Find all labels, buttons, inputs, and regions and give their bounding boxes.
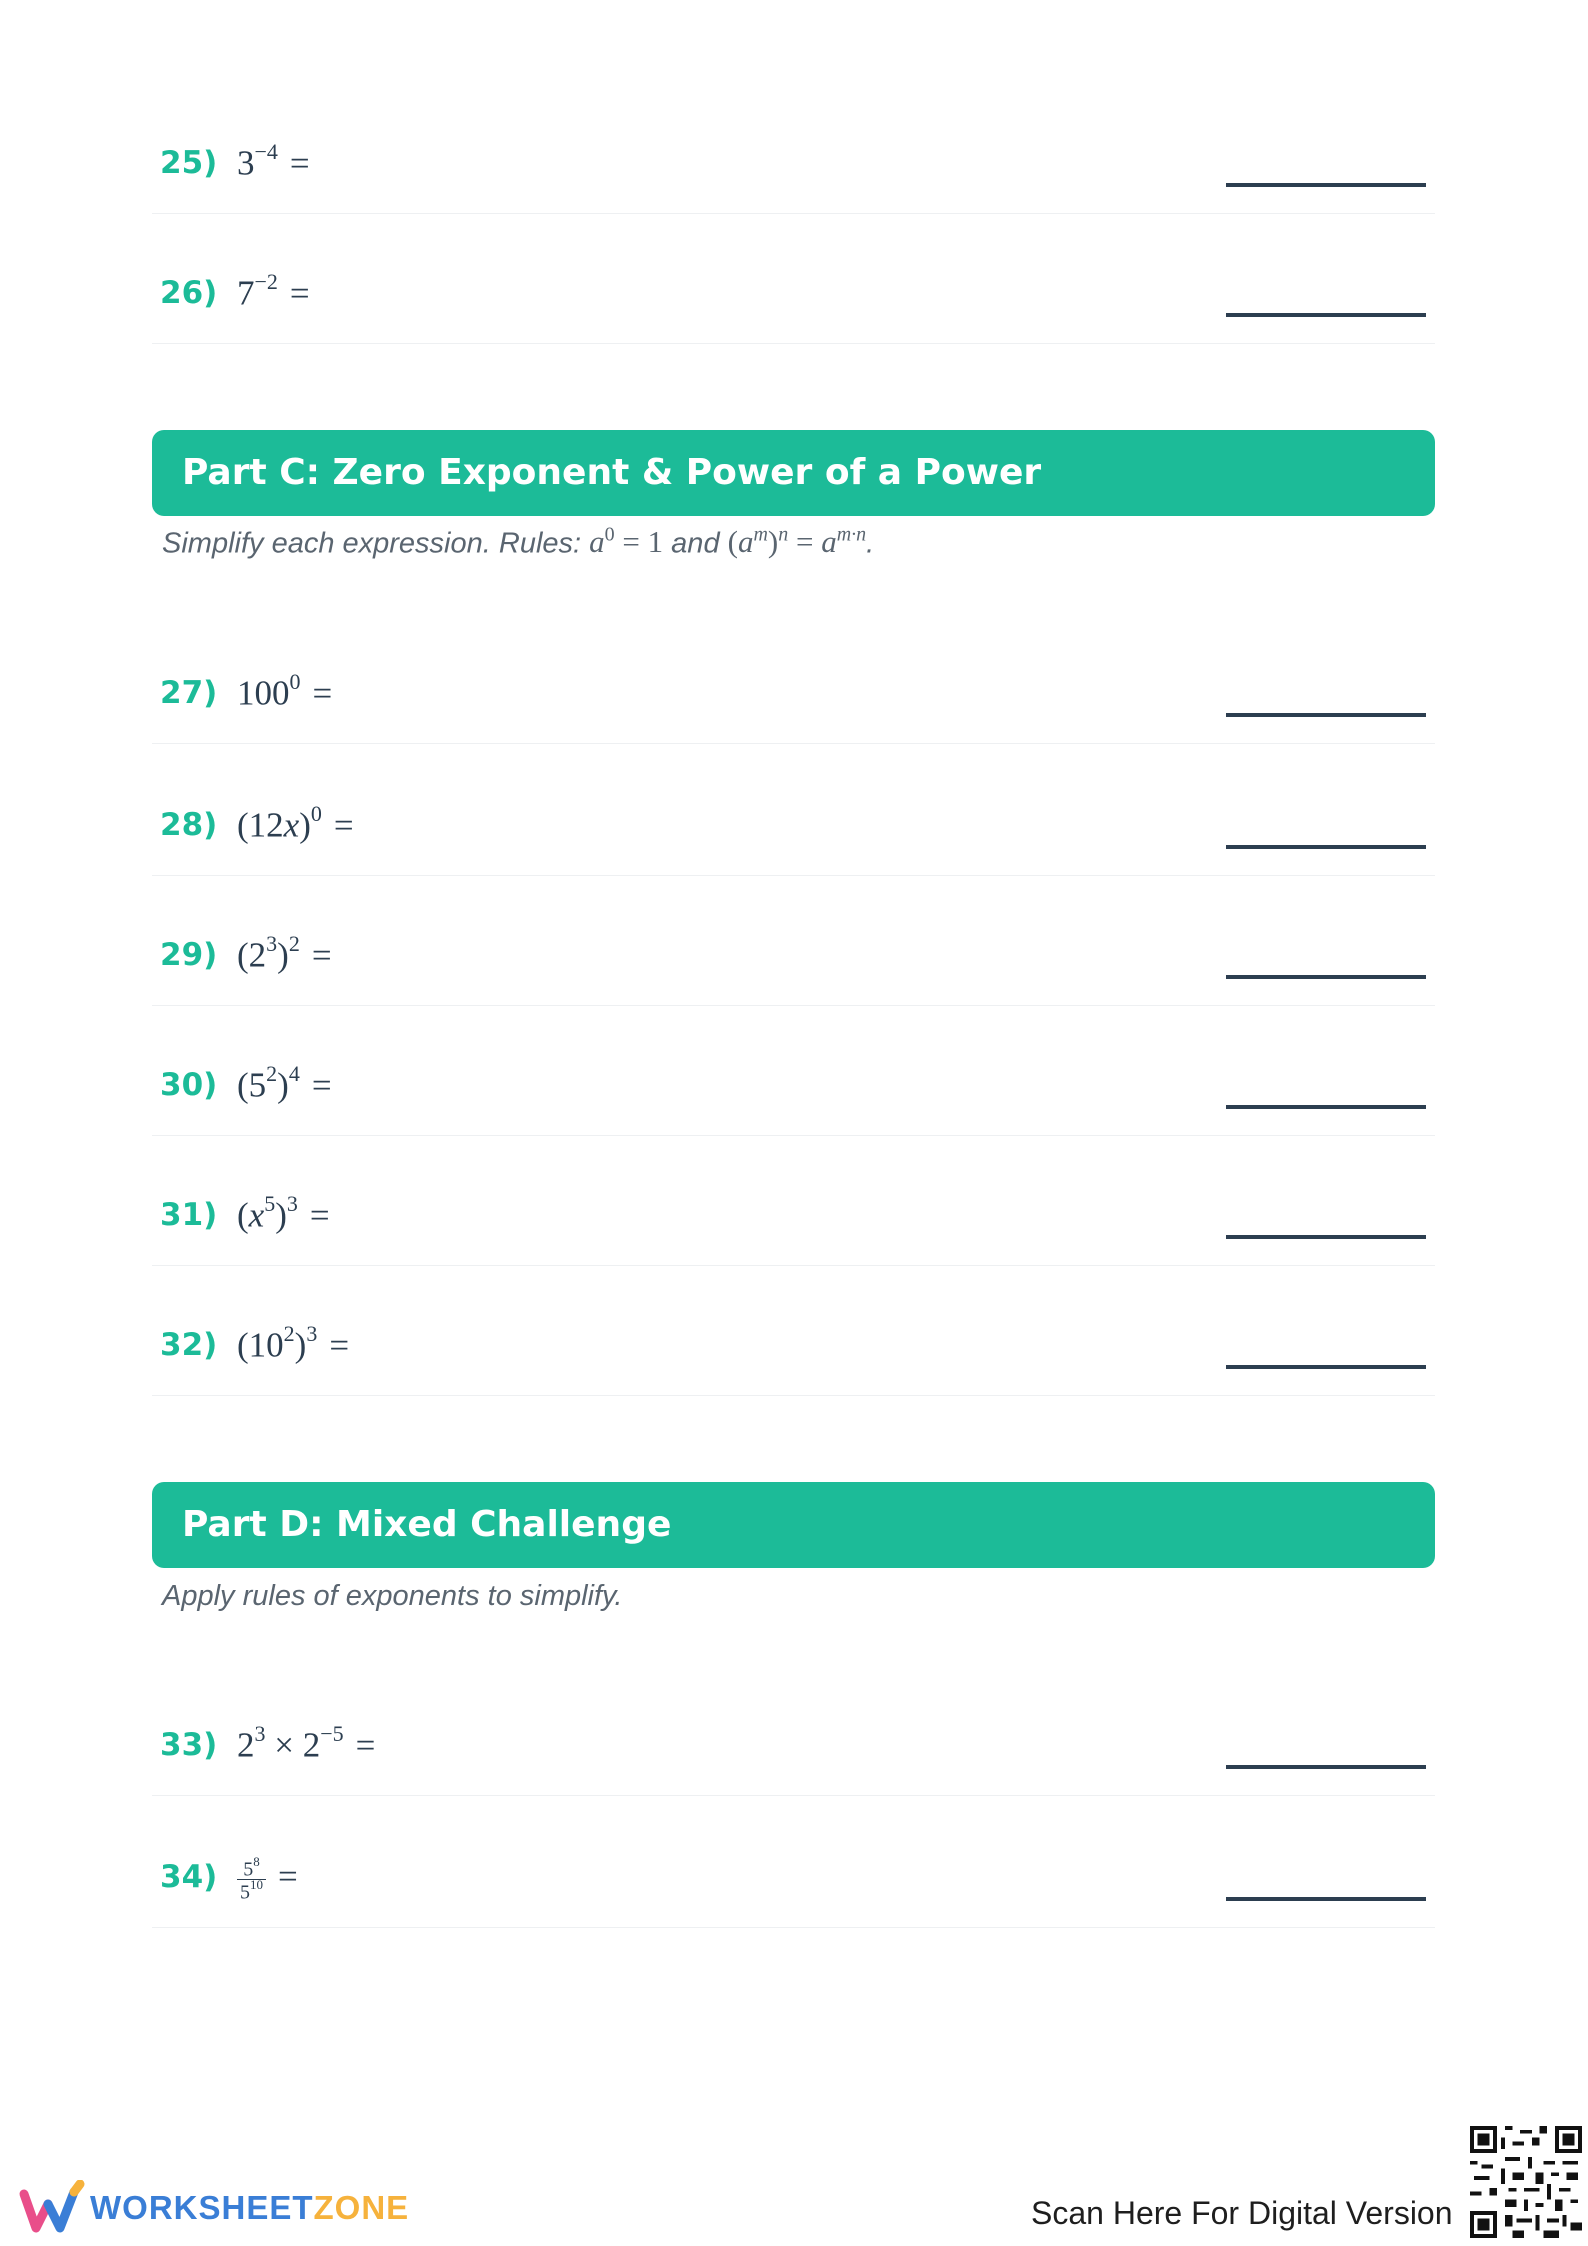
problem-number: 27) [160,675,218,711]
answer-blank[interactable] [1226,1765,1426,1769]
problem-expression: $\frac{5^8}{5^{10}}$ = [237,1857,298,1903]
problem-number: 32) [160,1327,218,1363]
problem-row [152,1006,1435,1136]
answer-blank[interactable] [1226,1105,1426,1109]
answer-blank[interactable] [1226,1897,1426,1901]
problem-expression: $(10^2)^3$ = [237,1321,350,1365]
rule-power-of-power: $(a^m)^n = a^{m\cdot n}$ [727,524,867,560]
answer-blank[interactable] [1226,1235,1426,1239]
section-instruction: Simplify each expression. Rules: $a^0 = 1$ and $(a^m)^n = a^{m\cdot n}$. [162,524,875,560]
problem-row [152,614,1435,744]
problem-number: 28) [160,807,218,843]
problem-number: 31) [160,1197,218,1233]
problem-number: 25) [160,145,218,181]
answer-blank[interactable] [1226,713,1426,717]
problem-expression: $2^3 \times 2^{-5}$ = [237,1721,376,1765]
problem-row [152,214,1435,344]
problem-row [152,1666,1435,1796]
problem-expression: $3^{-4}$ = [237,139,310,183]
scan-instruction: Scan Here For Digital Version [1031,2195,1453,2231]
problem-expression: $(2^3)^2$ = [237,931,332,975]
answer-blank[interactable] [1226,975,1426,979]
rule-zero-exponent: $a^0 = 1$ [589,524,664,560]
problem-row [152,746,1435,876]
problem-number: 26) [160,275,218,311]
problem-expression: $7^{-2}$ = [237,269,310,313]
qr-code-icon[interactable] [1470,2126,1582,2238]
problem-expression: $(x^5)^3$ = [237,1191,330,1235]
brand-name[interactable]: WORKSHEETZONE [90,2189,410,2226]
answer-blank[interactable] [1226,313,1426,317]
worksheetzone-logo-icon[interactable] [18,2180,98,2240]
problem-number: 29) [160,937,218,973]
problem-number: 34) [160,1859,218,1895]
problem-expression: $100^0$ = [237,669,333,713]
section-header-part-d: Part D: Mixed Challenge [152,1482,1435,1568]
problem-number: 30) [160,1067,218,1103]
problem-row [152,876,1435,1006]
problem-row [152,1136,1435,1266]
problem-number: 33) [160,1727,218,1763]
problem-row [152,84,1435,214]
answer-blank[interactable] [1226,183,1426,187]
problem-row [152,1266,1435,1396]
section-instruction: Apply rules of exponents to simplify. [162,1580,623,1612]
problem-expression: $(12x)^0$ = [237,801,354,845]
section-header-part-c: Part C: Zero Exponent & Power of a Power [152,430,1435,516]
problem-expression: $(5^2)^4$ = [237,1061,332,1105]
answer-blank[interactable] [1226,845,1426,849]
answer-blank[interactable] [1226,1365,1426,1369]
fraction: $\frac{5^8}{5^{10}}$ [237,1857,266,1903]
problem-row [152,1798,1435,1928]
